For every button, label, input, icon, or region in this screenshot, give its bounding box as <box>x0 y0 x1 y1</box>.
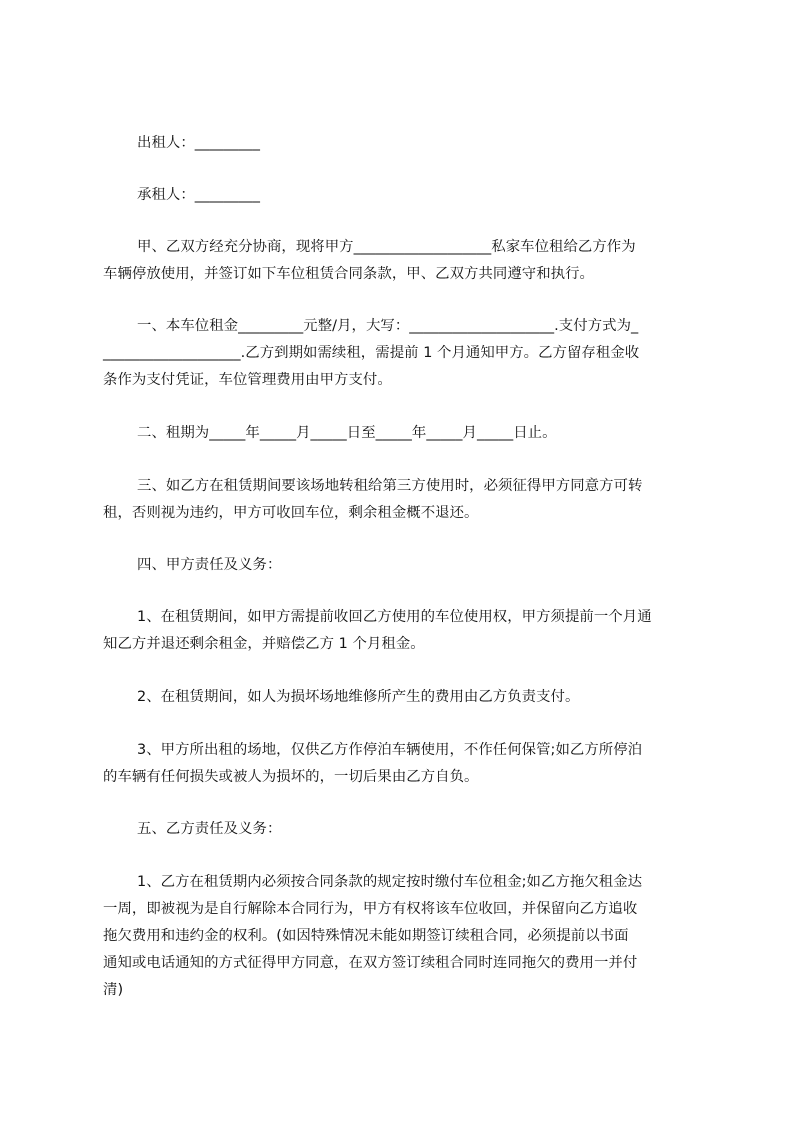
clause4-item3-line-1: 3、甲方所出租的场地，仅供乙方作停泊车辆使用，不作任何保管;如乙方所停泊 <box>137 742 643 758</box>
clause5-heading: 五、乙方责任及义务： <box>137 821 282 837</box>
clause1-line-1: 一、本车位租金_________元整/月，大写：____________________.支付方式为_ <box>137 318 639 334</box>
clause5-item1-line-1: 1、乙方在租赁期内必须按合同条款的规定按时缴付车位租金;如乙方拖欠租金达 <box>137 874 643 890</box>
clause4-heading: 四、甲方责任及义务： <box>137 557 282 573</box>
intro-line-2: 车辆停放使用，并签订如下车位租赁合同条款，甲、乙双方共同遵守和执行。 <box>103 266 594 282</box>
lessor-line: 出租人：_________ <box>137 135 260 151</box>
lessee-line: 承租人：_________ <box>137 187 260 203</box>
clause5-item1-line-2: 一周，即被视为是自行解除本合同行为，甲方有权将该车位收回，并保留向乙方追收 <box>103 901 638 917</box>
clause5-item1-line-5: 清) <box>103 982 124 998</box>
clause3-line-1: 三、如乙方在租赁期间要该场地转租给第三方使用时，必须征得甲方同意方可转 <box>137 478 643 494</box>
clause1-line-2: ___________________.乙方到期如需续租，需提前 1 个月通知甲方。乙方留存租金收 <box>103 345 640 361</box>
clause4-item3-line-2: 的车辆有任何损失或被人为损坏的，一切后果由乙方自负。 <box>103 769 479 785</box>
clause4-item1-line-2: 知乙方并退还剩余租金，并赔偿乙方 1 个月租金。 <box>103 636 425 652</box>
clause4-item1-line-1: 1、在租赁期间，如甲方需提前收回乙方使用的车位使用权，甲方须提前一个月通 <box>137 609 652 625</box>
clause2-line: 二、租期为_____年_____月_____日至_____年_____月_____日止。 <box>137 425 557 441</box>
clause5-item1-line-4: 通知或电话通知的方式征得甲方同意，在双方签订续租合同时连同拖欠的费用一并付 <box>103 955 638 971</box>
clause1-line-3: 条作为支付凭证，车位管理费用由甲方支付。 <box>103 372 392 388</box>
clause4-item2-line: 2、在租赁期间，如人为损坏场地维修所产生的费用由乙方负责支付。 <box>137 689 580 705</box>
clause3-line-2: 租，否则视为违约，甲方可收回车位，剩余租金概不退还。 <box>103 505 479 521</box>
intro-line-1: 甲、乙双方经充分协商，现将甲方___________________私家车位租给乙方作为 <box>137 239 636 255</box>
clause5-item1-line-3: 拖欠费用和违约金的权利。(如因特殊情况未能如期签订续租合同，必须提前以书面 <box>103 928 629 944</box>
